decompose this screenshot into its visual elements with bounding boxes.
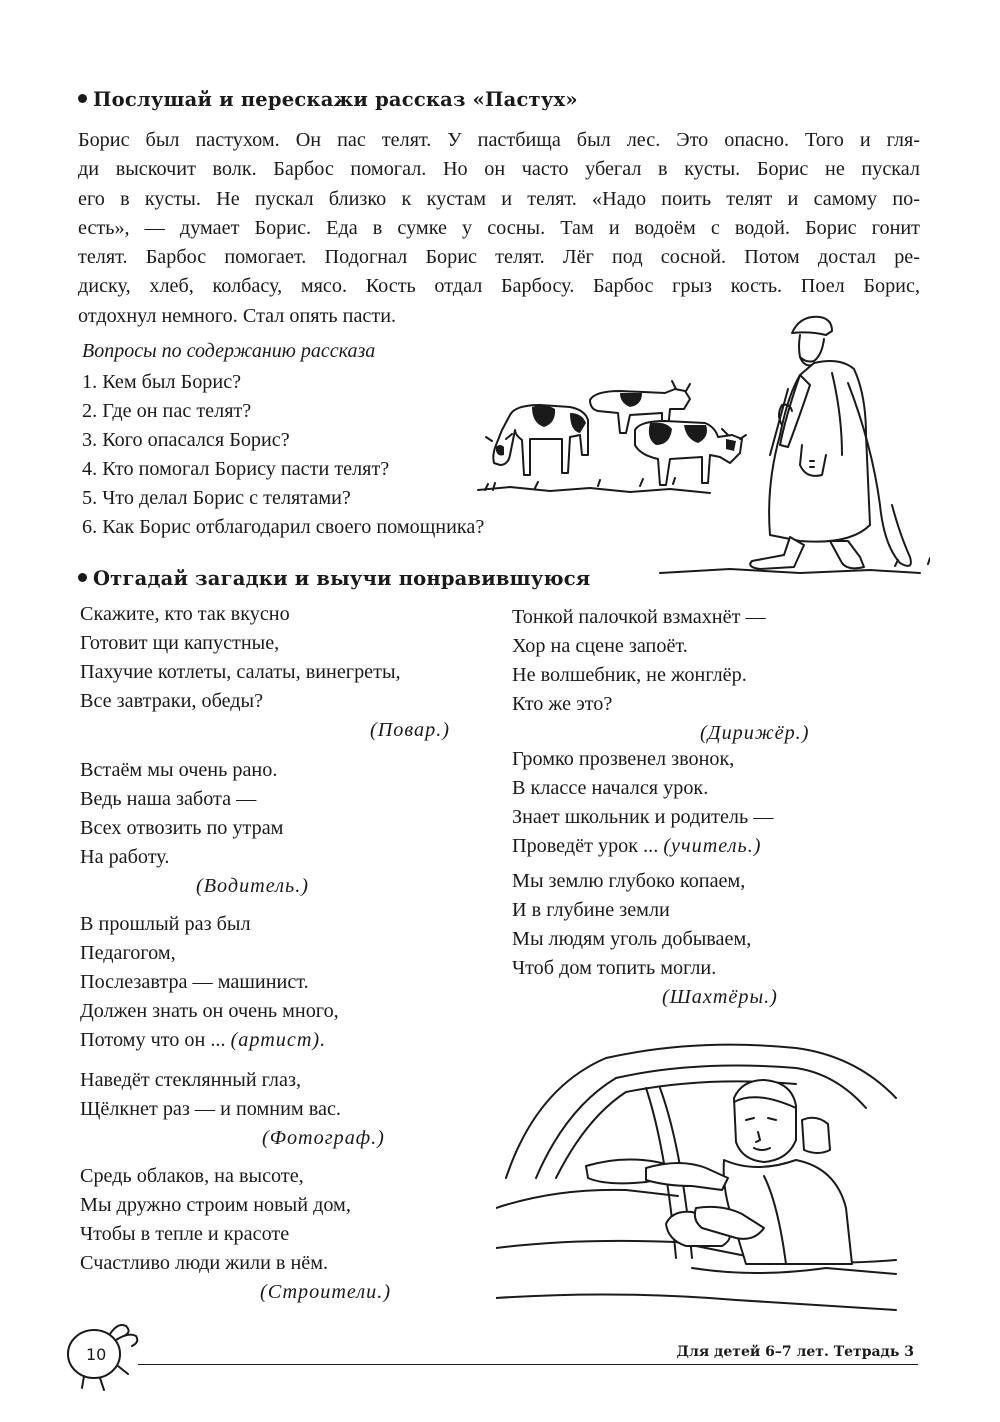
bullet-icon (78, 94, 87, 103)
story-line: Борис был пастухом. Он пас телят. У пастбища был лес. Это опасно. Того и гля- (78, 129, 920, 151)
riddle-teacher (512, 745, 932, 861)
riddle-line: Наведёт стеклянный глаз, (80, 1069, 301, 1091)
section-heading-story (78, 88, 578, 111)
riddle-line: Средь облаков, на высоте, (80, 1165, 304, 1187)
riddle-miners (512, 867, 932, 1012)
riddle-line: Знает школьник и родитель — (512, 806, 774, 828)
riddle-line: Потому что он ... (артист). (80, 1029, 327, 1051)
driver-illustration (496, 1028, 916, 1318)
bullet-icon (78, 573, 87, 582)
questions-list (82, 368, 484, 542)
riddle-line: Щёлкнет раз — и помним вас. (80, 1098, 341, 1120)
riddles-left-column (80, 600, 480, 1320)
heading-text: Отгадай загадки и выучи понравившуюся (93, 567, 591, 590)
riddle-driver (80, 756, 500, 901)
riddle-line: В прошлый раз был (80, 913, 251, 935)
question-item: 2. Где он пас телят? (82, 400, 252, 422)
riddle-line: Мы дружно строим новый дом, (80, 1194, 351, 1216)
riddle-line: Готовит щи капустные, (80, 632, 280, 654)
riddle-answer: (Шахтёры.) (662, 986, 778, 1008)
riddle-answer: (Строители.) (260, 1281, 392, 1303)
riddle-line: Хор на сцене запоёт. (512, 635, 688, 657)
riddle-line: Мы землю глубоко копаем, (512, 870, 746, 892)
riddle-line: Все завтраки, обеды? (80, 690, 264, 712)
riddle-photographer (80, 1066, 500, 1153)
questions-title: Вопросы по содержанию рассказа (82, 340, 376, 362)
riddle-line: Скажите, кто так вкусно (80, 603, 290, 625)
question-item: 3. Кого опасался Борис? (82, 429, 290, 451)
story-line: отдохнул немного. Стал опять пасти. (78, 304, 397, 327)
riddle-line: Кто же это? (512, 693, 613, 715)
question-item: 6. Как Борис отблагодарил своего помощника? (82, 516, 485, 538)
shepherd-illustration (470, 305, 930, 580)
riddle-answer: (Дирижёр.) (700, 722, 810, 744)
riddle-answer: (Повар.) (370, 719, 450, 741)
riddle-line: Проведёт урок ... (учитель.) (512, 835, 762, 857)
footer-rule (138, 1364, 918, 1365)
riddle-line: В классе начался урок. (512, 777, 709, 799)
story-line: телят. Барбос помогает. Подогнал Борис телят. Лёг под сосной. Потом достал ре- (78, 246, 920, 269)
riddle-line: И в глубине земли (512, 899, 670, 921)
riddle-line: Чтобы в тепле и красоте (80, 1223, 290, 1245)
riddle-line: Громко прозвенел звонок, (512, 748, 735, 770)
section-heading-riddles (78, 567, 590, 590)
story-line: ди выскочит волк. Барбос помогал. Но он часто убегал в кусты. Борис не пускал (78, 158, 920, 181)
question-item: 1. Кем был Борис? (82, 371, 242, 393)
riddle-artist (80, 910, 500, 1055)
footer-caption: Для детей 6–7 лет. Тетрадь 3 (676, 1344, 914, 1360)
story-line: диску, хлеб, колбасу, мясо. Кость отдал Барбосу. Барбос грыз кость. Поел Борис, (78, 275, 920, 298)
riddle-line: Встаём мы очень рано. (80, 759, 278, 781)
question-item: 4. Кто помогал Борису пасти телят? (82, 458, 390, 480)
riddle-line: Всех отвозить по утрам (80, 817, 284, 839)
riddle-answer: (артист). (230, 1029, 327, 1051)
page-number: 10 (86, 1345, 107, 1364)
riddle-cook (80, 600, 500, 745)
question-item: 5. Что делал Борис с телятами? (82, 487, 351, 509)
riddle-line: Чтоб дом топить могли. (512, 957, 717, 979)
riddle-answer: (Фотограф.) (262, 1127, 385, 1149)
riddle-line: Мы людям уголь добываем, (512, 928, 752, 950)
story-line: есть», — думает Борис. Еда в сумке у сосны. Там и водоём с водой. Борис гонит (78, 216, 920, 239)
riddle-line: На работу. (80, 846, 170, 868)
riddle-line: Пахучие котлеты, салаты, винегреты, (80, 661, 401, 683)
riddle-line: Ведь наша забота — (80, 788, 257, 810)
story-text (78, 126, 920, 331)
riddle-line: Послезавтра — машинист. (80, 971, 309, 993)
riddle-line: Счастливо люди жили в нём. (80, 1252, 329, 1274)
riddle-answer: (учитель.) (663, 835, 762, 857)
riddle-answer: (Водитель.) (196, 875, 309, 897)
riddle-conductor (512, 603, 932, 748)
heading-text: Послушай и перескажи рассказ «Пастух» (93, 88, 578, 111)
riddles-right-column (512, 603, 912, 1013)
riddle-line: Педагогом, (80, 942, 176, 964)
story-line: его в кусты. Не пускал близко к кустам и телят. «Надо поить телят и самому по- (78, 187, 920, 210)
riddle-builders (80, 1162, 500, 1307)
riddle-line: Должен знать он очень много, (80, 1000, 339, 1022)
riddle-line: Не волшебник, не жонглёр. (512, 664, 747, 686)
riddle-line: Тонкой палочкой взмахнёт — (512, 606, 766, 628)
